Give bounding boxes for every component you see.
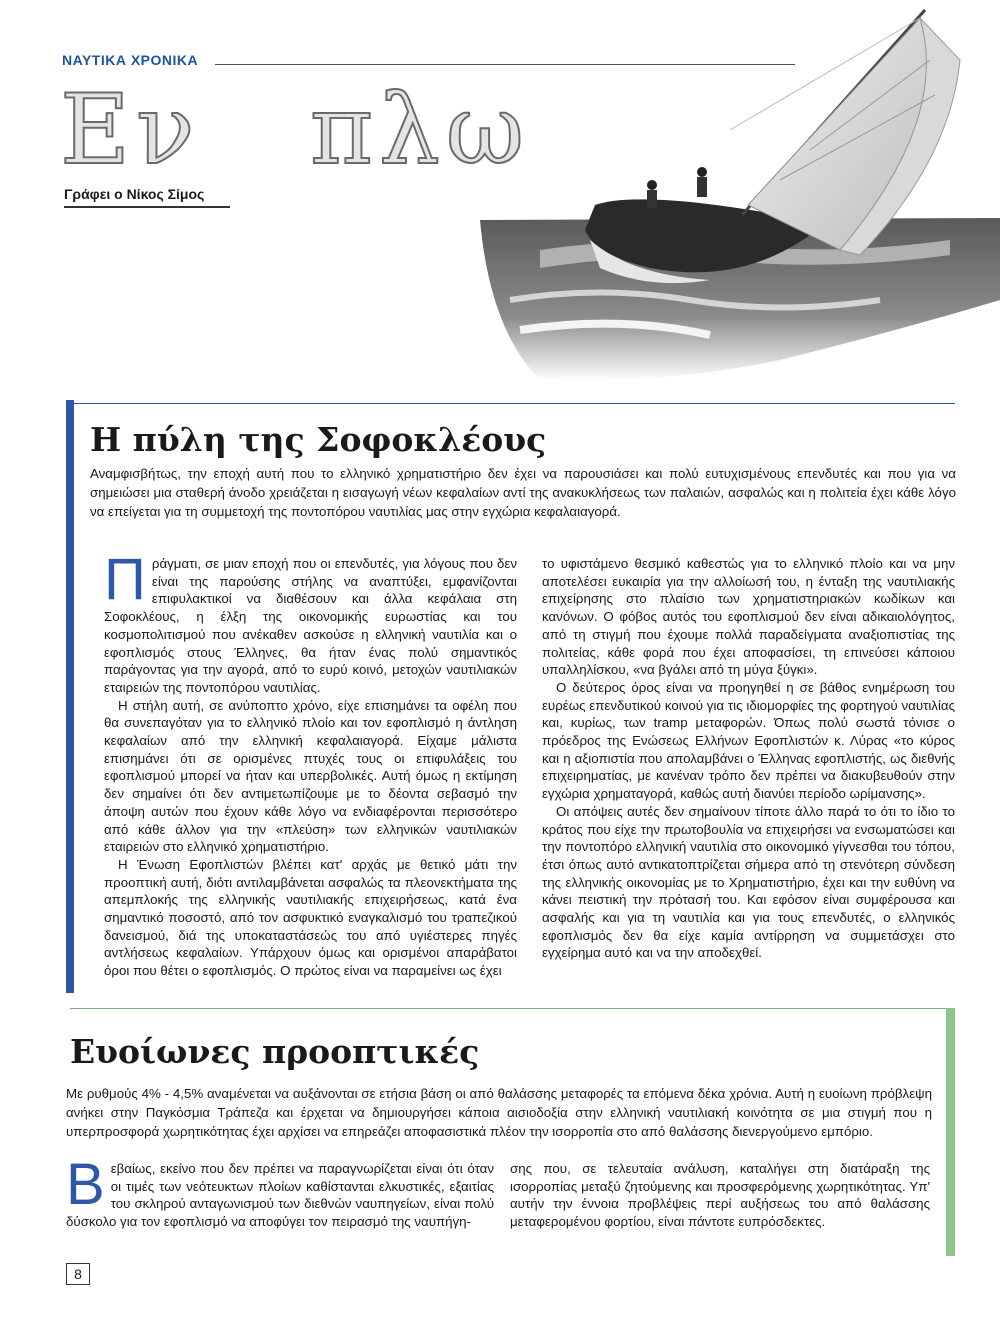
article2-paragraph-1: Βεβαίως, εκείνο που δεν πρέπει να παραγνωρίζεται είναι ότι όταν οι τιμές των νεότευκτων πλοίων καθίστανται ελκυστικές, εξαιτίας του σκληρού ανταγωνισμού των διεθνών ναυπηγείων, είναι πολύ δύσκολο για τον εφοπλισμό να αποφύγει τον πειρασμό της ναυπήγη- — [66, 1152, 494, 1230]
section-label: ΝΑΥΤΙΚΑ ΧΡΟΝΙΚΑ — [62, 52, 199, 68]
article1-title: Η πύλη της Σοφοκλέους — [90, 420, 547, 459]
article1-lead: Αναμφισβήτως, την εποχή αυτή που το ελληνικό χρηματιστήριο δεν έχει να παρουσιάσει και πολύ ευτυχισμένους επενδυτές και που για να σημειώσει μια σταθερή άνοδο χρειάζεται η εισαγωγή νέων κεφαλαίων αντί της ανακυκλήσεως των παλαιών, ασφαλώς και η πολιτεία έχει κάθε λόγο να επείγεται για τη συμμετοχή της ποντοπόρου ναυτιλίας μας στην εγχώρια κεφαλαιαγορά. — [90, 466, 956, 519]
article1-dropcap: Π — [104, 547, 146, 612]
article2-column-left — [66, 1152, 494, 1231]
article1-paragraph-6: Οι απόψεις αυτές δεν σημαίνουν τίποτε άλλο παρά το ότι το ίδιο το κράτος που είχε την πρωτοβουλία να επιχειρήσει να ενσωματώσει και την ποντοπόρο ελληνική ναυτιλία στο οικονομικό γίγνεσθαι του τόπου, έτσι όπως αυτό αντικατοπτρίζεται σήμερα από τη στενότερη σύνδεση της ελληνικής οικονομίας με το Χρηματιστήριο, έχει και την ευθύνη να κάνει πειστική την πρότασή του. Και εφόσον είναι συμφέρουσα και ασφαλής και για τη ναυτιλία και για τους επενδυτές, ο ελληνικός εφοπλισμός δεν θα είχε καμία αντίρρηση να συμμετάσχει στο εγχείρημα αυτό και να την αποδεχθεί. — [542, 803, 955, 961]
article2-lead: Με ρυθμούς 4% - 4,5% αναμένεται να αυξάνονται σε ετήσια βάση οι από θαλάσσης μεταφορές τα επόμενα δέκα χρόνια. Αυτή η ευοίωνη πρόβλεψη ανήκει στην Παγκόσμια Τράπεζα και έρχεται να δημιουργήσει κάποια αισιοδοξία στην ελληνική ναυτιλιακή κοινότητα σε μια στιγμή που η υπερπροσφορά χωρητικότητας έχει αρχίσει να επηρεάζει αποφασιστικά πλέον την ισορροπία στο από θαλάσσης διενεργούμενο εμπόριο. — [66, 1086, 932, 1139]
article2-accent-bar — [946, 1008, 955, 1256]
article1-paragraph-2: Η στήλη αυτή, σε ανύποπτο χρόνο, είχε επισημάνει τα οφέλη που θα συνεπαγόταν για το ελληνικό πλοίο και τον εφοπλισμό η άντληση κεφαλαίων από την ελληνική κεφαλαιαγορά. Είχαμε μάλιστα επισημάνει ότι σε ορισμένες πτυχές τους οι επιφυλάξεις του εφοπλισμού μπορεί να ήταν και υπερβολικές. Αυτή όμως η εκτίμηση δεν σημαίνει ότι δεν αντιμετωπίζουμε με το δέοντα σεβασμό την άποψη αυτών που έχουν κάθε λόγο να ενδιαφέρονται περισσότερο από κάθε άλλον για την «πλεύση» των ελληνικών ναυτιλιακών εταιρειών στο ελληνικό χρηματιστήριο. — [104, 697, 517, 855]
article1-column-right — [542, 555, 955, 962]
sailboat-photo — [480, 0, 1000, 390]
article1-paragraph-4: το υφιστάμενο θεσμικό καθεστώς για το ελληνικό πλοίο και να μην αποτελέσει ευκαιρία για την αλλοίωσή του, η ένταξη της ναυτιλιακής επιχείρησης στο πλαίσιο των χρηματιστηριακών κωδίκων και κανόνων. Ο φόβος αυτός του εφοπλισμού δεν είναι αδικαιολόγητος, από τη στιγμή που έχουμε πολλά παραδείγματα αναξιοπιστίας της πολιτείας, κάθε φορά που έχει αποφασίσει, τη επινεύσει κάποιου υπαλληλίσκου, «να βγάλει από τη μύγα ξύγκι». — [542, 556, 955, 678]
article1-rule — [74, 403, 955, 404]
article1-column-left — [104, 547, 517, 980]
page-number: 8 — [66, 1263, 90, 1285]
article2-dropcap: Β — [66, 1152, 105, 1217]
column-title: Εν πλω — [60, 74, 531, 186]
article2-title: Ευοίωνες προοπτικές — [70, 1032, 480, 1071]
article1-paragraph-3: Η Ένωση Εφοπλιστών βλέπει κατ' αρχάς με θετικό μάτι την προοπτική αυτή, διότι αντιλαμβάνεται ασφαλώς τα πλεονεκτήματα της απεμπλοκής της ελληνικής ναυτιλιακής επιχειρήσεως, κατά ένα σημαντικό ποσοστό, από τον ασφυκτικό εναγκαλισμό του τραπεζικού δανεισμού, διά της υποκαταστάσεώς του από υγιέστερες πηγές αντλήσεως κεφαλαίων. Υπάρχουν όμως και ορισμένοι απαράβατοι όροι που θέτει ο εφοπλισμός. Ο πρώτος είναι να παραμείνει ως έχει — [104, 856, 517, 979]
article2-column-right — [510, 1160, 930, 1231]
article2-paragraph-2: σης που, σε τελευταία ανάλυση, καταλήγει στη διατάραξη της ισορροπίας μεταξύ ζητούμενης και προσφερόμενης χωρητικότητας. Υπ' αυτήν την έννοια προβλέψεις περί αυξήσεως του από θαλάσσης μεταφερομένου φορτίου, είναι πάντοτε ευπρόσδεκτες. — [510, 1161, 930, 1230]
article1-paragraph-1: Πράγματι, σε μιαν εποχή που οι επενδυτές, για λόγους που δεν είναι της παρούσης στήλης να αναπτύξει, εμφανίζονται επιφυλακτικοί να διαθέσουν και άλλα κεφάλαια στη Σοφοκλέους, η έλξη της οικονομικής ευρωστίας και του κοσμοπολιτισμού που ανέκαθεν ασκούσε η ελληνική ναυτιλία και ο εφοπλισμός στους Έλληνες, θα ήταν ένας πολύ σημαντικός παράγοντας για την αγορά, από το ευρύ κοινό, μετοχών ναυτιλιακών εταιρειών της ποντοπόρου ναυτιλίας. — [104, 547, 517, 695]
article1-paragraph-5: Ο δεύτερος όρος είναι να προηγηθεί η σε βάθος ενημέρωση του ευρέως επενδυτικού κοινού για τις ιδιομορφίες της φορτηγού ναυτιλίας και, κυρίως, των tramp μεταφορών. Όπως πολύ σωστά τόνισε ο πρόεδρος της Ενώσεως Ελλήνων Εφοπλιστών κ. Λύρας «το κύρος και η αξιοπιστία που απολαμβάνει ο Έλληνας εφοπλιστής, ως διεθνής επιχειρηματίας, με κανέναν τρόπο δεν πρέπει να διακυβευθούν στην εγχώρια χρηματαγορά, καθώς αυτή διανύει περίοδο ωρίμανσης». — [542, 679, 955, 802]
article1-accent-bar — [66, 400, 74, 993]
article2-rule — [70, 1008, 946, 1009]
byline-rule — [64, 206, 230, 208]
byline: Γράφει ο Νίκος Σίμος — [64, 186, 205, 202]
